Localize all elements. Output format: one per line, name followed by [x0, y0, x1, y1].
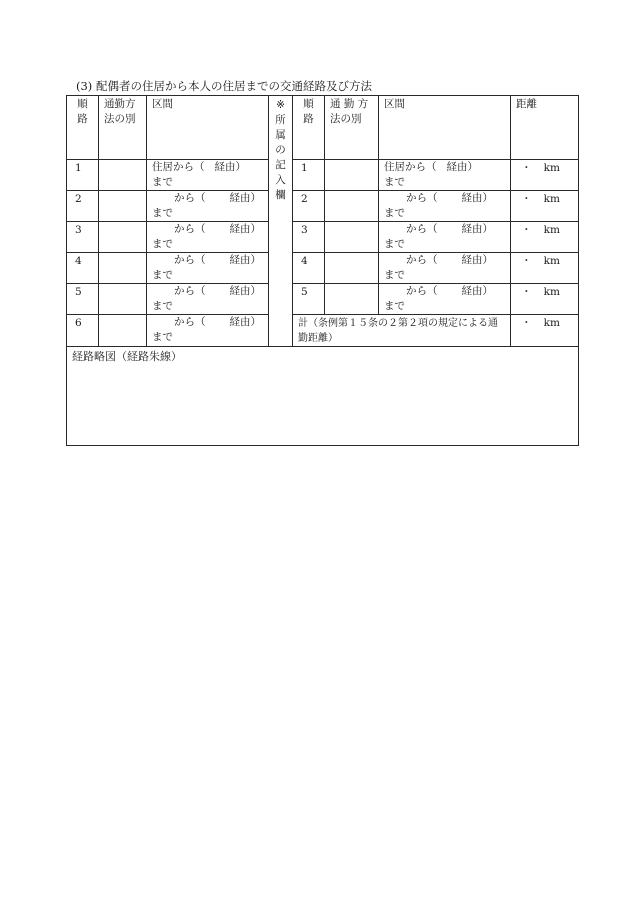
left-order-cell: 6	[67, 315, 99, 347]
order-header-right: 順 路	[293, 96, 325, 160]
right-order-cell: 3	[293, 222, 325, 253]
right-section-cell[interactable]: から（ 経由） まで	[379, 191, 511, 222]
left-method-cell[interactable]	[99, 191, 147, 222]
left-section-cell[interactable]: から（ 経由） まで	[147, 191, 269, 222]
table-row	[67, 315, 579, 347]
left-method-cell[interactable]	[99, 160, 147, 191]
right-section-cell[interactable]: から（ 経由） まで	[379, 222, 511, 253]
distance-cell[interactable]: ・ km	[511, 160, 579, 191]
total-distance-label: 計（条例第１５条の２第２項の規定による通勤距離）	[293, 315, 511, 347]
right-order-cell: 5	[293, 284, 325, 315]
left-section-cell[interactable]: から（ 経由） まで	[147, 315, 269, 347]
left-order-cell: 3	[67, 222, 99, 253]
method-header-right: 通 勤 方 法の別	[325, 96, 379, 160]
route-map-row	[67, 347, 579, 446]
left-order-cell: 4	[67, 253, 99, 284]
left-order-cell: 5	[67, 284, 99, 315]
right-method-cell[interactable]	[325, 284, 379, 315]
commute-route-table	[66, 95, 579, 446]
table-row	[67, 253, 579, 284]
right-method-cell[interactable]	[325, 253, 379, 284]
section-header: 区間	[147, 96, 269, 160]
left-section-cell[interactable]: 住居から（ 経由） まで	[147, 160, 269, 191]
left-method-cell[interactable]	[99, 253, 147, 284]
table-row	[67, 222, 579, 253]
office-use-column: ※ 所 属 の 記 入 欄	[269, 96, 293, 347]
method-header: 通勤方 法の別	[99, 96, 147, 160]
left-section-cell[interactable]: から（ 経由） まで	[147, 253, 269, 284]
right-method-cell[interactable]	[325, 191, 379, 222]
right-section-cell[interactable]: から（ 経由） まで	[379, 284, 511, 315]
left-order-cell: 1	[67, 160, 99, 191]
total-distance-cell[interactable]: ・ km	[511, 315, 579, 347]
left-section-cell[interactable]: から（ 経由） まで	[147, 222, 269, 253]
distance-cell[interactable]: ・ km	[511, 222, 579, 253]
table-row	[67, 191, 579, 222]
right-method-cell[interactable]	[325, 160, 379, 191]
table-row	[67, 284, 579, 315]
right-order-cell: 4	[293, 253, 325, 284]
distance-cell[interactable]: ・ km	[511, 191, 579, 222]
left-section-cell[interactable]: から（ 経由） まで	[147, 284, 269, 315]
right-order-cell: 2	[293, 191, 325, 222]
order-header: 順 路	[67, 96, 99, 160]
table-row	[67, 160, 579, 191]
route-map-area[interactable]: 経路略図（経路朱線）	[67, 347, 579, 446]
distance-cell[interactable]: ・ km	[511, 253, 579, 284]
left-method-cell[interactable]	[99, 315, 147, 347]
left-order-cell: 2	[67, 191, 99, 222]
form-section-title: (3) 配偶者の住居から本人の住居までの交通経路及び方法	[76, 79, 372, 93]
right-method-cell[interactable]	[325, 222, 379, 253]
table-header-row	[67, 96, 579, 160]
left-method-cell[interactable]	[99, 222, 147, 253]
distance-cell[interactable]: ・ km	[511, 284, 579, 315]
right-order-cell: 1	[293, 160, 325, 191]
right-section-cell[interactable]: から（ 経由） まで	[379, 253, 511, 284]
right-section-cell[interactable]: 住居から（ 経由） まで	[379, 160, 511, 191]
left-method-cell[interactable]	[99, 284, 147, 315]
section-header-right: 区間	[379, 96, 511, 160]
distance-header: 距離	[511, 96, 579, 160]
